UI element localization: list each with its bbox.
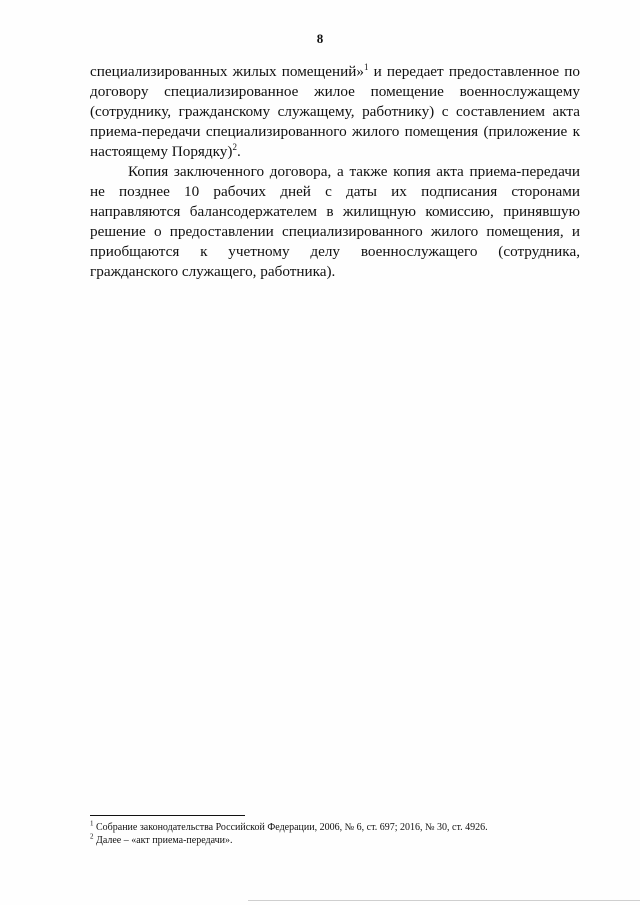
footnote-1-mark: 1 xyxy=(90,819,94,828)
paragraph-1-text-a: специализированных жилых помещений» xyxy=(90,63,364,80)
scan-edge-line xyxy=(248,900,640,901)
footnotes xyxy=(90,821,590,847)
footnote-ref-2: 2 xyxy=(232,141,237,152)
page-number: 8 xyxy=(316,31,324,46)
paragraph-1-text-c: . xyxy=(236,143,241,160)
body-text xyxy=(90,62,580,282)
footnote-1-text: Собрание законодательства Российской Федерации, 2006, № 6, ст. 697; 2016, № 30, ст. 4926. xyxy=(93,822,488,833)
footnote-2-mark: 2 xyxy=(90,832,94,841)
paragraph-2: Копия заключенного договора, а также копия акта приема-передачи не позднее 10 рабочих дней с даты их подписания сторонами направляются балансодержателем в жилищную комиссию, принявшую решение о предоставлении специализированного жилого помещения, и приобщаются к учетному делу военнослужащего (сотрудника, гражданского служащего, работника). xyxy=(90,163,580,280)
paragraph-1 xyxy=(90,62,580,162)
footnote-2-text: Далее – «акт приема-передачи». xyxy=(93,835,233,846)
footnote-ref-1: 1 xyxy=(363,61,369,72)
footnote-2 xyxy=(90,834,590,847)
footnote-1 xyxy=(90,821,590,834)
paragraph-1-text-b: и передает предоставленное по договору специализированное жилое помещение военнослужащему (сотруднику, гражданскому служащему, работнику) с составлением акта приема-передачи специализированного жилого помещения (приложение к настоящему Порядку) xyxy=(90,63,580,160)
footnote-separator xyxy=(90,815,245,816)
